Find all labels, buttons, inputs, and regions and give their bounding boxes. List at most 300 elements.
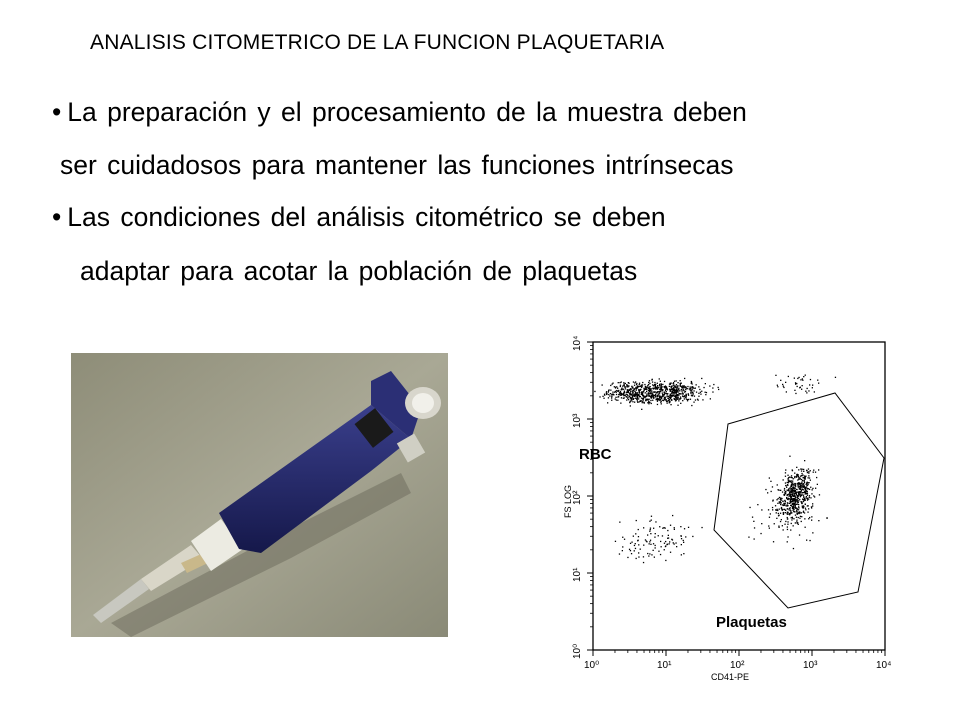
rbc-event [675,396,676,397]
platelet-event [805,527,806,528]
debris-event [643,556,644,557]
platelet-event [803,469,804,470]
rbc-event [676,399,677,400]
rbc-event [625,394,626,395]
debris-event [655,533,656,534]
rbc-event [612,392,613,393]
rbc-event [656,387,657,388]
rbc-event [628,399,629,400]
rbc-event [648,388,649,389]
debris-event [660,541,661,542]
rbc-event [700,392,701,393]
platelet-event [780,504,781,505]
rbc-event [651,396,652,397]
platelet-event [787,517,788,518]
rbc-event [703,387,704,388]
platelet-event [795,483,796,484]
debris-event [646,541,647,542]
debris-event [655,547,656,548]
rbc-event [664,397,665,398]
rbc-event [682,400,683,401]
platelet-event [796,492,797,493]
platelet-event [792,500,793,501]
rbc-event [634,396,635,397]
platelet-event [818,520,819,521]
platelet-event [808,518,809,519]
rbc-event [680,393,681,394]
rbc-event [672,391,673,392]
rbc-event [664,381,665,382]
rbc-event [690,391,691,392]
platelet-event [800,494,801,495]
debris-event [672,539,673,540]
debris-event [665,560,666,561]
rbc-event [642,382,643,383]
rbc-event [712,387,713,388]
rbc-event [684,398,685,399]
platelet-event [785,482,786,483]
platelet-event [786,487,787,488]
platelet-event [770,513,771,514]
debris-event [631,553,632,554]
rbc-event [642,402,643,403]
rbc-event [650,400,651,401]
rbc-event [673,383,674,384]
rbc-event [616,390,617,391]
platelet-event [793,485,794,486]
platelet-event [801,503,802,504]
rbc-event [666,391,667,392]
rbc-event [689,388,690,389]
platelet-event [791,523,792,524]
rbc-event [680,396,681,397]
platelet-event [797,496,798,497]
rbc-event [648,395,649,396]
rbc-event [643,400,644,401]
rbc-event [653,397,654,398]
rbc-event [638,394,639,395]
rbc-event [660,390,661,391]
platelet-event [802,492,803,493]
rbc-event [638,395,639,396]
platelet-event [779,509,780,510]
debris-event [651,520,652,521]
debris-event [643,562,644,563]
debris-event [653,543,654,544]
rbc-event [606,391,607,392]
debris-event [667,538,668,539]
scatter-event [796,383,797,384]
rbc-event [676,395,677,396]
platelet-event [793,498,794,499]
rbc-event [677,382,678,383]
rbc-event [670,386,671,387]
rbc-event [691,389,692,390]
rbc-event [660,396,661,397]
debris-event [635,543,636,544]
platelet-event [791,475,792,476]
platelet-event [795,515,796,516]
platelet-event [799,489,800,490]
rbc-event [684,387,685,388]
platelet-event [807,505,808,506]
platelet-event [801,490,802,491]
debris-event [638,529,639,530]
platelet-event [826,517,827,518]
platelet-event [780,513,781,514]
bullet-1-text-a: La preparación y el procesamiento de la muestra deben [67,97,747,127]
platelet-event [816,477,817,478]
rbc-event [713,384,714,385]
rbc-event [677,385,678,386]
rbc-event [650,386,651,387]
platelet-event [776,518,777,519]
platelet-event [790,491,791,492]
platelet-event [802,507,803,508]
rbc-event [666,399,667,400]
scatter-event [808,390,809,391]
debris-event [650,528,651,529]
rbc-event [625,388,626,389]
platelet-event [803,471,804,472]
platelet-event [795,499,796,500]
platelet-event [787,518,788,519]
rbc-event [634,382,635,383]
debris-event [638,544,639,545]
rbc-event [671,383,672,384]
scatter-event [817,380,818,381]
debris-event [650,540,651,541]
platelet-event [795,497,796,498]
platelet-event [800,492,801,493]
rbc-event [705,392,706,393]
platelet-event [777,509,778,510]
platelet-event [807,512,808,513]
platelet-event [812,532,813,533]
platelet-event [787,484,788,485]
rbc-event [692,392,693,393]
rbc-event [637,400,638,401]
platelet-event [800,468,801,469]
rbc-event [621,389,622,390]
scatter-event [805,391,806,392]
debris-event [634,545,635,546]
scatter-event [795,393,796,394]
debris-event [655,521,656,522]
debris-event [637,540,638,541]
platelet-event [787,482,788,483]
rbc-event [651,403,652,404]
platelet-event [793,503,794,504]
rbc-event [712,391,713,392]
platelet-event [802,489,803,490]
platelet-event [809,540,810,541]
platelet-event [800,476,801,477]
x-tick-label: 10² [730,660,745,671]
platelet-event [815,472,816,473]
debris-event [674,527,675,528]
platelet-event [795,507,796,508]
platelet-event [804,512,805,513]
platelet-event [783,479,784,480]
rbc-event [651,391,652,392]
platelet-event [805,487,806,488]
rbc-event [674,381,675,382]
cytometry-dot-plot [548,318,908,690]
platelet-event [809,489,810,490]
platelet-event [801,516,802,517]
rbc-event [671,388,672,389]
debris-event [640,549,641,550]
platelet-event [789,508,790,509]
rbc-event [623,395,624,396]
scatter-event [802,378,803,379]
rbc-event [667,395,668,396]
platelet-event [768,525,769,526]
platelet-event [806,496,807,497]
rbc-event [670,394,671,395]
debris-event [650,529,651,530]
rbc-event [678,400,679,401]
debris-event [668,535,669,536]
rbc-event [693,402,694,403]
rbc-event [624,392,625,393]
platelet-event [776,512,777,513]
rbc-event [669,401,670,402]
platelet-event [807,495,808,496]
rbc-event [699,389,700,390]
rbc-event [698,396,699,397]
platelet-event [805,504,806,505]
rbc-event [623,382,624,383]
rbc-event [661,403,662,404]
debris-event [650,533,651,534]
platelet-event [791,501,792,502]
rbc-event [688,393,689,394]
rbc-event [619,382,620,383]
scatter-event [802,380,803,381]
platelet-event [808,473,809,474]
platelet-event [796,477,797,478]
bullet-2-text-a: Las condiciones del análisis citométrico se deben [67,202,666,232]
rbc-event [626,399,627,400]
rbc-event [633,399,634,400]
rbc-event [620,393,621,394]
rbc-event [710,398,711,399]
rbc-event [608,397,609,398]
rbc-event [680,384,681,385]
scatter-event [786,391,787,392]
debris-event [673,542,674,543]
rbc-event [653,388,654,389]
debris-event [649,541,650,542]
rbc-event [671,395,672,396]
platelet-event [801,483,802,484]
platelet-event [793,488,794,489]
platelet-event [792,518,793,519]
rbc-event [632,401,633,402]
rbc-event [672,395,673,396]
rbc-event [654,391,655,392]
debris-event [685,536,686,537]
rbc-event [629,396,630,397]
debris-event [676,546,677,547]
platelet-event [793,484,794,485]
platelet-event [804,475,805,476]
bullet-marker: • [52,202,62,232]
platelet-event [788,494,789,495]
debris-event [670,525,671,526]
scatter-event [788,376,789,377]
scatter-event [783,387,784,388]
rbc-event [660,397,661,398]
platelet-event [792,470,793,471]
rbc-event [618,394,619,395]
platelet-event [782,525,783,526]
platelet-event [796,489,797,490]
platelet-event [801,470,802,471]
rbc-event [662,400,663,401]
debris-event [669,541,670,542]
platelet-event [810,470,811,471]
platelet-event [811,493,812,494]
x-axis-label: CD41-PE [711,672,750,682]
rbc-event [610,390,611,391]
scatter-event [814,391,815,392]
debris-event [649,521,650,522]
rbc-event [643,398,644,399]
rbc-event [607,402,608,403]
rbc-event [606,392,607,393]
platelet-event [801,521,802,522]
platelet-event [796,510,797,511]
platelet-event [791,485,792,486]
rbc-event [681,386,682,387]
rbc-event [633,381,634,382]
rbc-event [676,393,677,394]
rbc-event [718,387,719,388]
bullet-2-line-2: adaptar para acotar la población de plaquetas [80,256,638,286]
debris-event [653,528,654,529]
rbc-event [686,388,687,389]
scatter-event [803,376,804,377]
rbc-event [657,401,658,402]
rbc-event [639,396,640,397]
rbc-event [639,383,640,384]
rbc-event [690,399,691,400]
rbc-event [628,383,629,384]
rbc-event [657,383,658,384]
debris-event [666,544,667,545]
platelet-event [801,473,802,474]
debris-event [622,546,623,547]
platelet-event [798,502,799,503]
rbc-event [658,391,659,392]
debris-event [635,548,636,549]
platelet-event [784,500,785,501]
rbc-event [627,389,628,390]
platelet-event [768,509,769,510]
rbc-event [638,386,639,387]
bullet-2-line-1 [52,202,666,233]
platelet-event [787,536,788,537]
platelet-event [787,513,788,514]
debris-event [645,539,646,540]
rbc-event [631,398,632,399]
debris-event [674,529,675,530]
platelet-event [791,519,792,520]
platelet-event [790,509,791,510]
rbc-event [635,394,636,395]
platelet-event [795,485,796,486]
platelet-event [809,517,810,518]
rbc-event [623,398,624,399]
debris-event [683,542,684,543]
rbc-event [642,392,643,393]
rbc-event [695,399,696,400]
rbc-event [611,400,612,401]
debris-event [669,543,670,544]
platelet-event [749,507,750,508]
rbc-event [679,390,680,391]
platelet-event [787,529,788,530]
y-tick-label: 10² [572,490,583,505]
rbc-event [626,396,627,397]
rbc-event [667,398,668,399]
platelet-event [784,490,785,491]
platelet-event [792,477,793,478]
platelet-event [791,517,792,518]
platelet-event [804,498,805,499]
platelet-event [798,504,799,505]
rbc-event [652,381,653,382]
platelet-event [807,498,808,499]
platelet-event [781,507,782,508]
rbc-event [621,397,622,398]
rbc-event [682,393,683,394]
platelet-event [775,505,776,506]
platelet-event [795,488,796,489]
rbc-event [659,378,660,379]
platelet-event [789,456,790,457]
debris-event [631,542,632,543]
rbc-event [602,384,603,385]
platelet-event [797,497,798,498]
debris-event [648,555,649,556]
debris-event [643,527,644,528]
rbc-event [705,383,706,384]
debris-event [688,527,689,528]
rbc-event [669,389,670,390]
debris-event [653,550,654,551]
platelet-event [810,497,811,498]
rbc-event [661,385,662,386]
rbc-event [671,400,672,401]
platelet-event [801,481,802,482]
platelet-event [799,499,800,500]
platelet-event [781,519,782,520]
rbc-event [648,392,649,393]
rbc-event [647,402,648,403]
rbc-event [701,378,702,379]
platelet-event [790,513,791,514]
debris-event [658,551,659,552]
platelet-event [812,505,813,506]
platelet-event [802,499,803,500]
rbc-event [615,391,616,392]
scatter-event [794,390,795,391]
platelet-event [774,523,775,524]
